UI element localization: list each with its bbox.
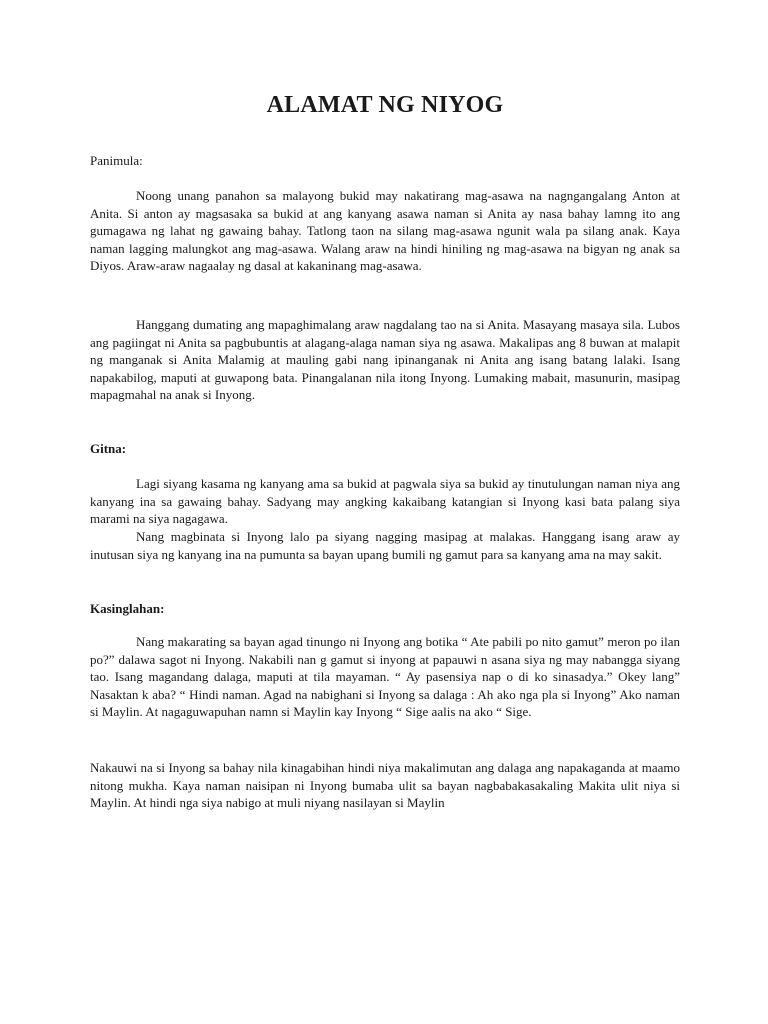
- climax-paragraph-2: Nakauwi na si Inyong sa bahay nila kinagabihan hindi niya makalimutan ang dalaga ang napakaganda at maamo nitong mukha. Kaya naman naisipan ni Inyong bumaba ulit sa bayan nagbabakasakaling Makita ulit niya si Maylin. At hindi nga siya nabigo at muli niyang nasilayan si Maylin: [90, 760, 680, 810]
- middle-heading: Gitna:: [90, 441, 127, 456]
- climax-paragraph-1: Nang makarating sa bayan agad tinungo ni Inyong ang botika “ Ate pabili po nito gamut” meron po ilan po?” dalawa sagot ni Inyong. Nakabili nan g gamut si inyong at papauwi n asana siya ng may nabangga siyang tao. Isang magandang dalaga, maputi at tila mayaman. “ Ay pasensiya nap o di ko sinasadya.” Okey lang” Nasaktan k aba? “ Hindi naman. Agad na nabighani si Inyong sa dalaga : Ah ako nga pla si Inyong” Ako naman si Maylin. At nagaguwapuhan namn si Maylin kay Inyong “ Sige aalis na ako “ Sige.: [90, 634, 680, 719]
- climax-heading: Kasinglahan:: [90, 601, 165, 616]
- intro-label: Panimula:: [90, 153, 143, 168]
- intro-paragraph-2: Hanggang dumating ang mapaghimalang araw nagdalang tao na si Anita. Masayang masaya sila. Lubos ang pagiingat ni Anita sa pagbubuntis at alagang-alaga naman siya ng asawa. Makalipas ang 8 buwan at malapit ng manganak si Anita Malamig at mauling gabi nang ipinanganak ni Anita ang isang batang lalaki. Isang napakabilog, maputi at guwapong bata. Pinangalanan nila itong Inyong. Lumaking mabait, masunurin, masipag mapagmahal na anak si Inyong.: [90, 317, 680, 402]
- intro-paragraph-1: Noong unang panahon sa malayong bukid may nakatirang mag-asawa na nagngangalang Anton at Anita. Si anton ay magsasaka sa bukid at ang kanyang asawa naman si Anita ay nasa bahay lamng ito ang gumagawa ng lahat ng gawaing bahay. Tatlong taon na silang mag-asawa ngunit wala pa silang anak. Kaya naman lagging malungkot ang mag-asawa. Walang araw na hindi hiniling ng mag-asawa na bigyan ng anak sa Diyos. Araw-araw nagaalay ng dasal at kakaninang mag-asawa.: [90, 188, 680, 273]
- middle-paragraph-2: Nang magbinata si Inyong lalo pa siyang nagging masipag at malakas. Hanggang isang araw ay inutusan siya ng kanyang ina na pumunta sa bayan upang bumili ng gamut para sa kanyang ama na may sakit.: [90, 529, 680, 562]
- middle-paragraph-1: Lagi siyang kasama ng kanyang ama sa bukid at pagwala siya sa bukid ay tinutulungan naman niya ang kanyang ina sa gawaing bahay. Sadyang may angking kakaibang katangian si Inyong kasi bata palang siya marami na siya nagagawa.: [90, 476, 680, 526]
- document-title: ALAMAT NG NIYOG: [266, 92, 504, 118]
